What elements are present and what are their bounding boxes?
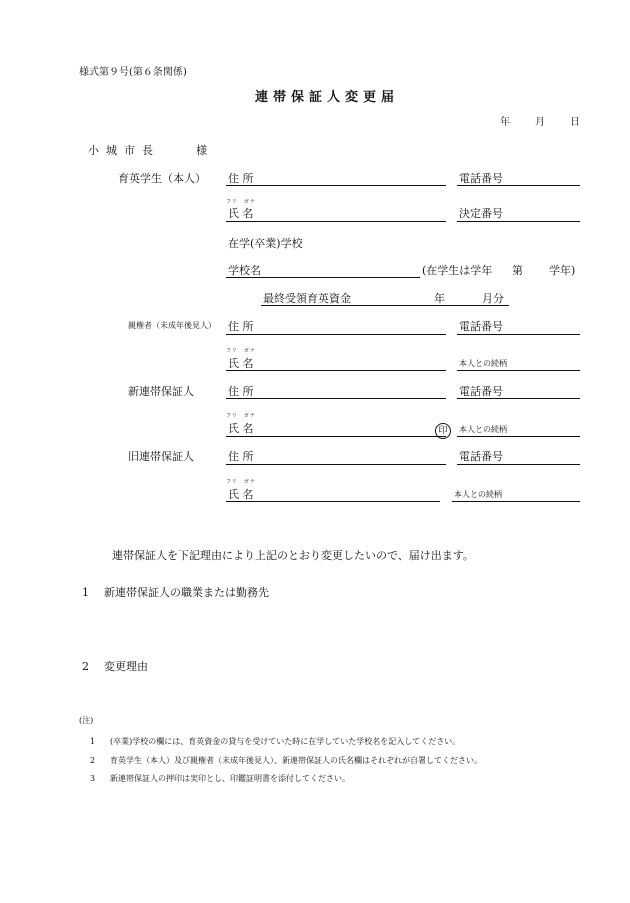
student-decision-label: 決定番号 [459, 207, 503, 220]
section-number: 1 [82, 586, 89, 599]
student-decision-field[interactable] [457, 221, 580, 222]
last-fund-month-label: 月分 [482, 292, 504, 305]
student-school-name-label: 学校名 [228, 264, 261, 277]
guardian-relation-label: 本人との続柄 [459, 359, 507, 368]
guardian-name-label: 氏 名 [228, 357, 254, 370]
form-title: 連帯保証人変更届 [255, 90, 400, 105]
guardian-phone-field[interactable] [457, 334, 580, 335]
grade-dai: 第 [512, 264, 523, 277]
addressee-name: 小城市長 [88, 144, 160, 157]
guardian-label: 親権者（未成年後見人） [128, 321, 216, 330]
new-guarantor-name-field[interactable] [226, 436, 446, 437]
student-name-label: 氏 名 [228, 207, 254, 220]
new-guarantor-relation-label: 本人との続柄 [459, 425, 507, 434]
old-guarantor-address-field[interactable] [226, 464, 446, 465]
note-number: 1 [90, 737, 96, 746]
guardian-address-label: 住 所 [228, 320, 254, 333]
student-phone-field[interactable] [457, 185, 580, 186]
new-guarantor-relation-field[interactable] [457, 436, 580, 437]
new-guarantor-furigana: フリ ガナ [226, 413, 256, 419]
new-guarantor-address-field[interactable] [226, 398, 446, 399]
student-name-field[interactable] [226, 221, 446, 222]
old-guarantor-name-field[interactable] [226, 501, 440, 502]
last-fund-year-label: 年 [434, 292, 445, 305]
old-guarantor-address-label: 住 所 [228, 450, 254, 463]
new-guarantor-phone-label: 電話番号 [459, 385, 503, 398]
student-address-field[interactable] [226, 185, 446, 186]
student-school-status-label: 在学(卒業)学校 [228, 237, 303, 250]
date-day-label: 日 [570, 117, 580, 128]
form-number: 様式第９号(第６条関係) [79, 67, 187, 78]
old-guarantor-phone-field[interactable] [457, 464, 580, 465]
note-text: 新連帯保証人の押印は実印とし、印鑑証明書を添付してください。 [110, 774, 350, 783]
old-guarantor-name-label: 氏 名 [228, 488, 254, 501]
guardian-furigana: フリ ガナ [226, 348, 256, 354]
new-guarantor-label: 新連帯保証人 [128, 385, 194, 398]
date-month-label: 月 [535, 117, 545, 128]
seal-mark-icon: 印 [435, 423, 451, 439]
last-fund-field[interactable] [261, 305, 509, 306]
student-phone-label: 電話番号 [459, 172, 503, 185]
section-number: 2 [82, 660, 89, 673]
old-guarantor-relation-field[interactable] [452, 501, 580, 502]
note-text: (卒業)学校の欄には、育英資金の貸与を受けていた時に在学していた学校名を記入してください。 [110, 737, 461, 746]
last-fund-label: 最終受領育英資金 [263, 292, 351, 305]
guardian-name-field[interactable] [226, 370, 446, 371]
student-address-label: 住 所 [228, 172, 254, 185]
guardian-address-field[interactable] [226, 334, 446, 335]
student-furigana: フリ ガナ [226, 199, 256, 205]
date-year-label: 年 [500, 117, 510, 128]
statement-text: 連帯保証人を下記理由により上記のとおり変更したいので、届け出ます。 [112, 549, 474, 562]
section-title: 新連帯保証人の職業または勤務先 [104, 586, 269, 599]
old-guarantor-phone-label: 電話番号 [459, 450, 503, 463]
student-school-name-field[interactable] [226, 277, 420, 278]
note-number: 3 [90, 774, 96, 783]
addressee-honorific: 様 [196, 144, 207, 157]
new-guarantor-name-label: 氏 名 [228, 422, 254, 435]
grade-close: 学年) [549, 264, 576, 277]
note-number: 2 [90, 756, 96, 765]
guardian-phone-label: 電話番号 [459, 320, 503, 333]
grade-note-open: (在学生は学年 [422, 264, 493, 277]
notes-heading: (注) [79, 716, 94, 725]
old-guarantor-furigana: フリ ガナ [226, 479, 256, 485]
new-guarantor-phone-field[interactable] [457, 398, 580, 399]
section-title: 変更理由 [104, 660, 148, 673]
student-label: 育英学生（本人） [118, 172, 206, 185]
new-guarantor-address-label: 住 所 [228, 385, 254, 398]
note-text: 育英学生（本人）及び親権者（未成年後見人）、新連帯保証人の氏名欄はそれぞれが自署してください。 [110, 756, 482, 765]
old-guarantor-relation-label: 本人との続柄 [454, 490, 502, 499]
old-guarantor-label: 旧連帯保証人 [128, 450, 194, 463]
guardian-relation-field[interactable] [457, 370, 580, 371]
